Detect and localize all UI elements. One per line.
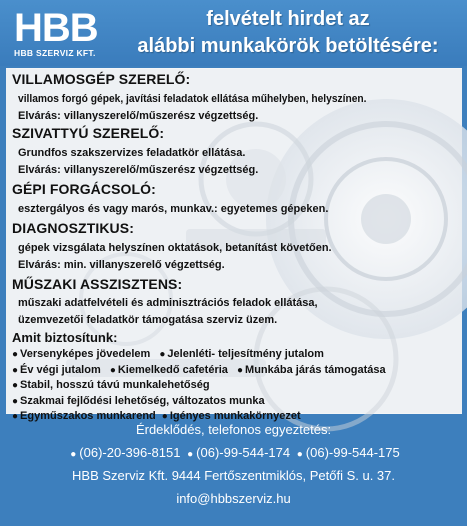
position-line: üzemvezetői feladatkör támogatása szerviz üzem. xyxy=(18,314,278,326)
benefit-item: ● Stabil, hosszú távú munkalehetőség xyxy=(12,379,210,391)
contact-phones: ● (06)-20-396-8151 ● (06)-99-544-174 ● (06)-99-544-175 xyxy=(70,445,400,460)
benefit-item: ● Szakmai fejlődési lehetőség, változatos munka xyxy=(12,394,265,407)
position-title-diagnosztikus: DIAGNOSZTIKUS: xyxy=(12,220,134,236)
benefit-item: ● Év végi jutalom xyxy=(12,363,101,376)
logo-subtitle: HBB SZERVIZ KFT. xyxy=(14,48,96,58)
position-title-forgacsolo: GÉPI FORGÁCSOLÓ: xyxy=(12,181,156,197)
benefits-row xyxy=(12,348,330,360)
position-line: Elvárás: villanyszerelő/műszerész végzettség. xyxy=(18,164,259,176)
hbb-logo xyxy=(8,6,104,60)
positions-content xyxy=(6,68,462,422)
benefits-row xyxy=(12,364,392,376)
position-line: villamos forgó gépek, javítási feladatok ellátása műhelyben, helyszínen. xyxy=(18,93,367,105)
position-title-villamosgep: VILLAMOSGÉP SZERELŐ: xyxy=(12,71,191,87)
contact-address: HBB Szerviz Kft. 9444 Fertőszentmiklós, Petőfi S. u. 37. xyxy=(72,468,395,483)
position-line: esztergályos és vagy marós, munkav.: egyetemes gépeken. xyxy=(18,203,329,215)
position-line: műszaki adatfelvételi és adminisztrációs feladok ellátása, xyxy=(18,297,318,309)
phone-number[interactable]: (06)-99-544-175 xyxy=(305,445,400,460)
position-line: Grundfos szakszervizes feladatkör ellátása. xyxy=(18,147,246,159)
header-band xyxy=(0,0,467,66)
position-title-szivattyu: SZIVATTYÚ SZERELŐ: xyxy=(12,125,165,141)
position-line: Elvárás: min. villanyszerelő végzettség. xyxy=(18,259,225,271)
headline-line-2: alábbi munkakörök betöltésére: xyxy=(137,35,439,57)
logo-wordmark: HBB xyxy=(14,6,98,50)
contact-intro: Érdeklődés, telefonos egyeztetés: xyxy=(135,422,332,437)
contact-footer xyxy=(0,416,467,526)
benefit-item: ● Igényes munkakörnyezet xyxy=(161,410,301,422)
positions-panel xyxy=(6,68,462,422)
benefit-item: ● Kiemelkedő cafetéria xyxy=(109,363,228,376)
phone-number[interactable]: (06)-20-396-8151 xyxy=(79,445,181,460)
phone-number[interactable]: (06)-99-544-174 xyxy=(196,445,291,460)
benefits-row xyxy=(12,395,271,407)
contact-email[interactable]: info@hbbszerviz.hu xyxy=(176,491,291,506)
benefits-title: Amit biztosítunk: xyxy=(12,330,118,345)
benefit-item: ● Jelenléti- teljesítmény jutalom xyxy=(159,348,324,360)
position-line: gépek vizsgálata helyszínen oktatások, betanítást követően. xyxy=(18,242,332,254)
position-title-asszisztens: MŰSZAKI ASSZISZTENS: xyxy=(12,276,183,292)
benefit-item: ● Egyműszakos munkarend xyxy=(12,410,156,422)
headline-line-1: felvételt hirdet az xyxy=(206,8,370,30)
position-line: Elvárás: villanyszerelő/műszerész végzettség. xyxy=(18,110,259,122)
benefits-row xyxy=(12,379,216,391)
benefit-item: ● Munkába járás támogatása xyxy=(236,363,386,376)
benefit-item: ● Versenyképes jövedelem xyxy=(12,348,151,360)
